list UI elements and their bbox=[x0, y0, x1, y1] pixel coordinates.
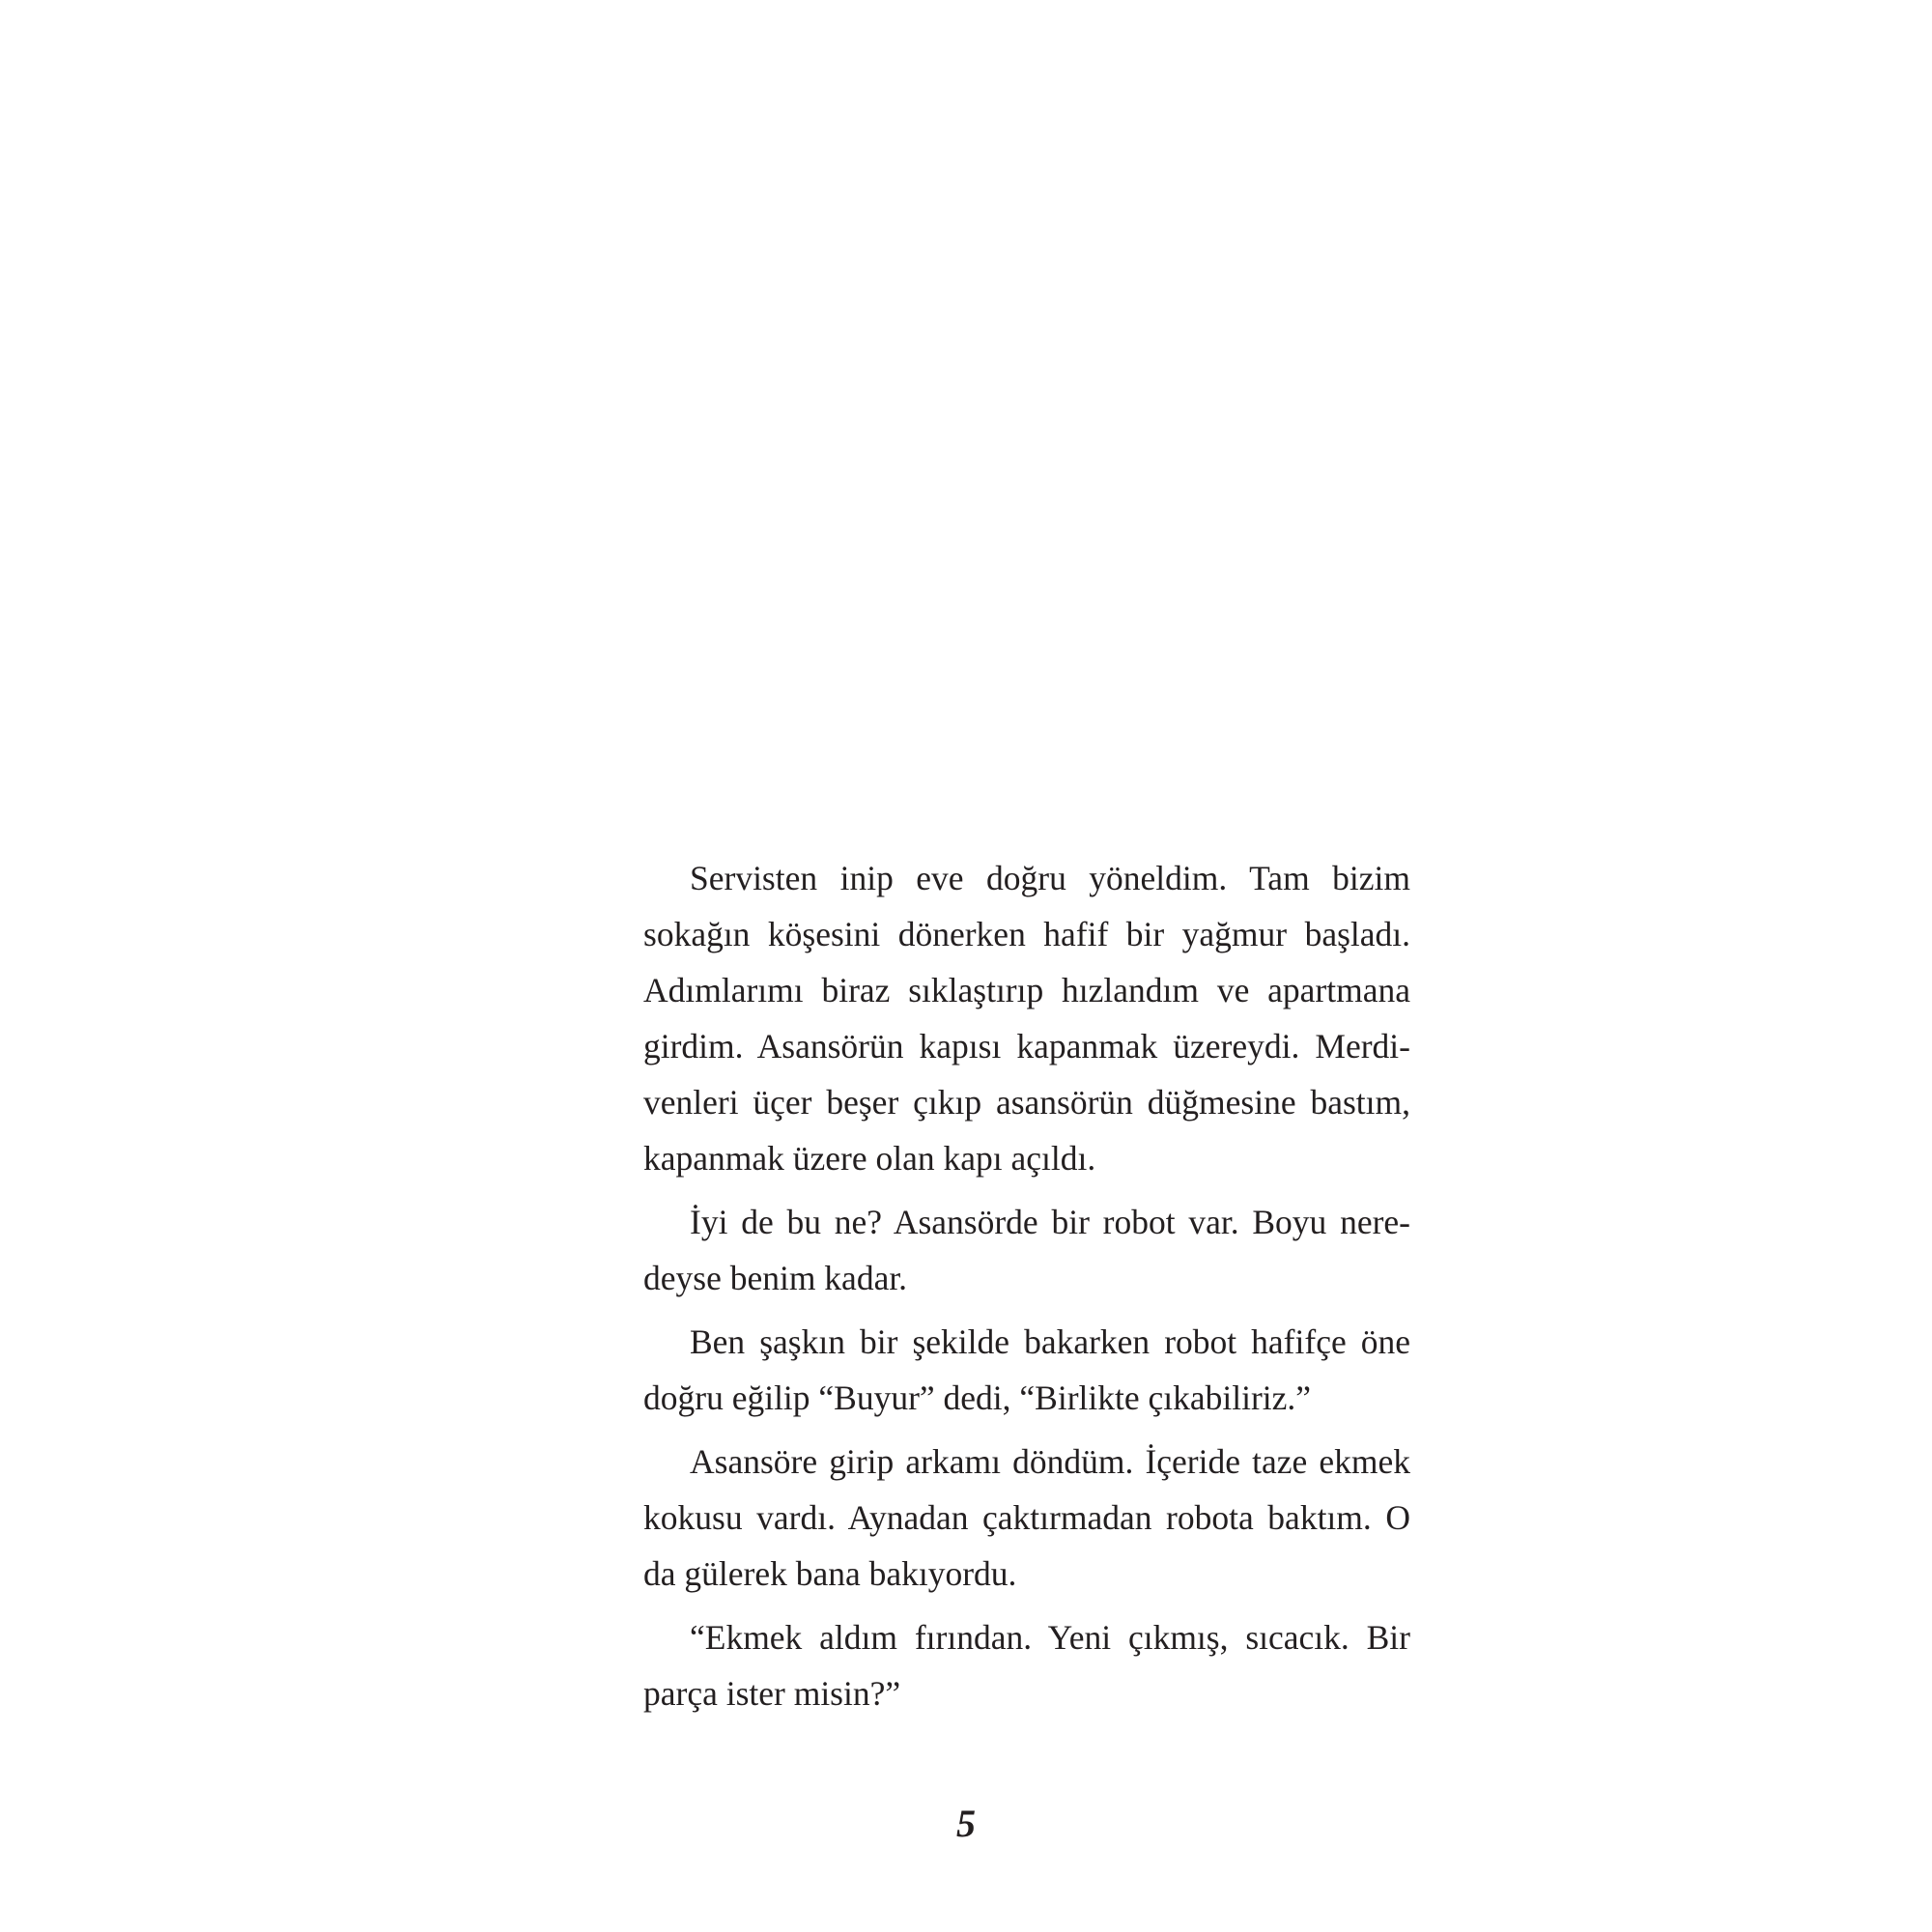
text-line: doğru eğilip “Buyur” dedi, “Birlikte çıkabiliriz.” bbox=[643, 1378, 1312, 1417]
text-line: Adımlarımı biraz sıklaştırıp hızlandım ve apartmana bbox=[643, 971, 1410, 1009]
text-line: Ben şaşkın bir şekilde bakarken robot hafifçe öne bbox=[690, 1322, 1410, 1361]
text-line: deyse benim kadar. bbox=[643, 1259, 908, 1297]
text-line: girdim. Asansörün kapısı kapanmak üzereydi. Merdi- bbox=[643, 1027, 1410, 1065]
text-line: Servisten inip eve doğru yöneldim. Tam bizim bbox=[690, 859, 1410, 897]
text-line: parça ister misin?” bbox=[643, 1674, 901, 1713]
page-number: 5 bbox=[956, 1802, 976, 1845]
body-text bbox=[597, 850, 1410, 1729]
paragraph bbox=[597, 1609, 1410, 1721]
paragraph bbox=[597, 850, 1410, 1186]
text-line: venleri üçer beşer çıkıp asansörün düğmesine bastım, bbox=[643, 1083, 1410, 1122]
text-line: kokusu vardı. Aynadan çaktırmadan robota baktım. O bbox=[643, 1498, 1410, 1537]
paragraph bbox=[597, 1314, 1410, 1426]
text-line: “Ekmek aldım fırından. Yeni çıkmış, sıcacık. Bir bbox=[690, 1618, 1410, 1657]
text-line: İyi de bu ne? Asansörde bir robot var. Boyu nere- bbox=[690, 1203, 1410, 1241]
text-line: sokağın köşesini dönerken hafif bir yağmur başladı. bbox=[643, 915, 1410, 953]
text-line: kapanmak üzere olan kapı açıldı. bbox=[643, 1139, 1096, 1178]
text-line: da gülerek bana bakıyordu. bbox=[643, 1554, 1017, 1593]
paragraph bbox=[597, 1434, 1410, 1602]
paragraph bbox=[597, 1194, 1410, 1306]
text-line: Asansöre girip arkamı döndüm. İçeride taze ekmek bbox=[690, 1442, 1410, 1481]
